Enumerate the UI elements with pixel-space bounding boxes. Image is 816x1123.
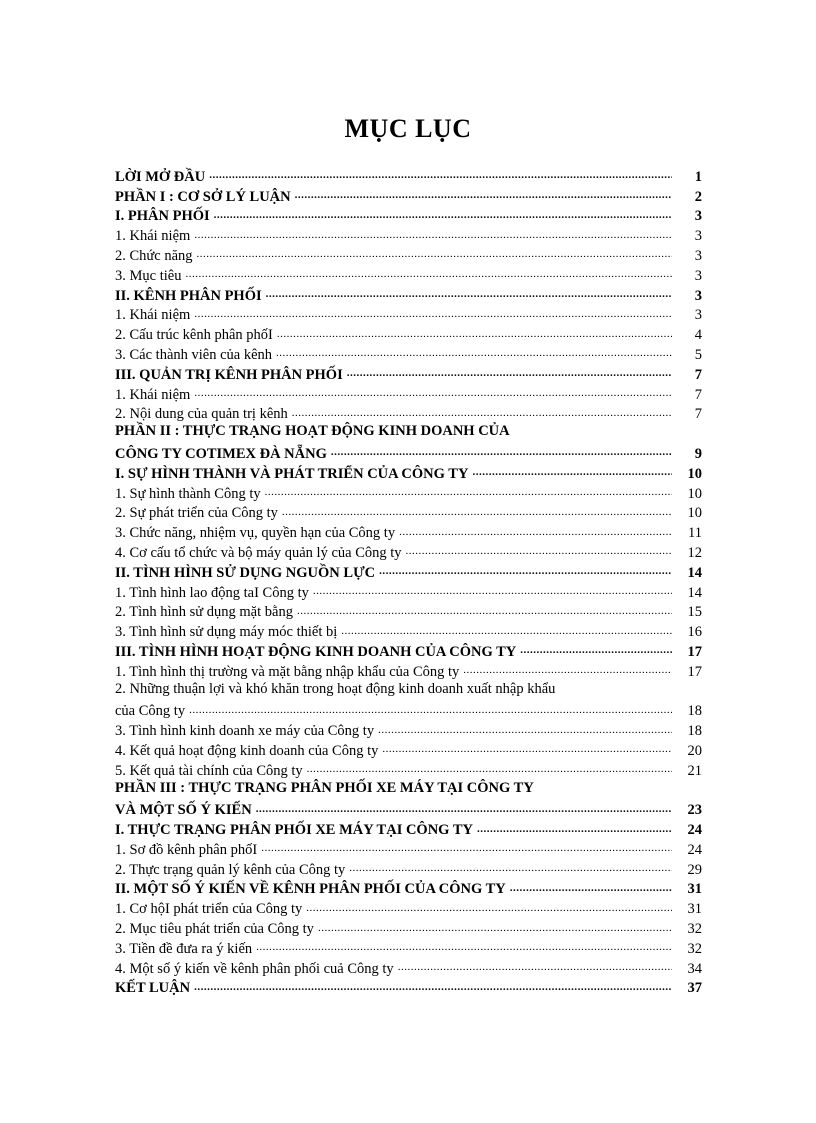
toc-entry-label: VÀ MỘT SỐ Ý KIẾN <box>115 802 252 819</box>
toc-entry[interactable] <box>115 503 702 523</box>
toc-entry-label: 2. Cấu trúc kênh phân phốI <box>115 327 273 344</box>
toc-entry[interactable] <box>115 879 702 899</box>
toc-entry[interactable] <box>115 384 702 404</box>
toc-entry-label: PHẦN III : THỰC TRẠNG PHÂN PHỐI XE MÁY TẠI CÔNG TY <box>115 779 534 796</box>
toc-entry-page: 31 <box>687 901 702 918</box>
toc-entry[interactable] <box>115 245 702 265</box>
toc-entry-label: 3. Tình hình sử dụng máy móc thiết bị <box>115 624 338 641</box>
toc-leader-dots <box>379 563 672 582</box>
toc-entry-label: 3. Tình hình kinh doanh xe máy của Công ty <box>115 723 375 740</box>
toc-entry-page: 3 <box>694 307 702 324</box>
toc-entry[interactable] <box>115 265 702 285</box>
toc-entry-label: 3. Tiền đề đưa ra ý kiến <box>115 940 253 957</box>
toc-leader-dots <box>306 900 672 919</box>
toc-entry[interactable] <box>115 800 702 820</box>
toc-entry[interactable] <box>115 285 702 305</box>
toc-entry-label: 1. Tình hình thị trường và mặt bằng nhập khẩu của Công ty <box>115 663 460 680</box>
toc-leader-dots <box>189 702 672 721</box>
toc-entry-label: PHẦN II : THỰC TRẠNG HOẠT ĐỘNG KINH DOANH CỦA <box>115 423 510 440</box>
toc-entry-label: II. MỘT SỐ Ý KIẾN VỀ KÊNH PHÂN PHỐI CỦA CÔNG TY <box>115 881 506 898</box>
toc-entry-page: 3 <box>694 228 702 245</box>
toc-entry-label: 2. Nội dung của quản trị kênh <box>115 406 288 423</box>
toc-entry-label: 4. Một số ý kiến về kênh phân phối cuả Công ty <box>115 960 394 977</box>
toc-leader-dots <box>297 603 672 622</box>
toc-entry-page: 20 <box>687 742 702 759</box>
toc-entry-label: 2. Sự phát triển của Công ty <box>115 505 278 522</box>
toc-leader-dots <box>256 939 672 958</box>
toc-entry-label: 1. Cơ hộI phát triển của Công ty <box>115 901 303 918</box>
toc-leader-dots <box>510 880 672 899</box>
toc-entry-page: 15 <box>687 604 702 621</box>
toc-entry-label: KẾT LUẬN <box>115 980 191 997</box>
toc-leader-dots <box>214 207 672 226</box>
toc-leader-dots <box>313 583 672 602</box>
toc-entry[interactable] <box>115 404 702 424</box>
toc-entry-label: I. PHÂN PHỐI <box>115 208 210 225</box>
toc-entry[interactable] <box>115 898 702 918</box>
toc-entry[interactable] <box>115 364 702 384</box>
toc-entry-page: 14 <box>687 584 702 601</box>
toc-entry-page: 34 <box>687 960 702 977</box>
toc-entry[interactable] <box>115 839 702 859</box>
toc-entry[interactable] <box>115 701 702 721</box>
toc-entry-page: 31 <box>687 881 702 898</box>
toc-entry[interactable] <box>115 443 702 463</box>
toc-leader-dots <box>477 821 672 840</box>
toc-entry-page: 14 <box>687 564 702 581</box>
toc-entry[interactable] <box>115 305 702 325</box>
toc-leader-dots <box>347 365 672 384</box>
toc-entry-label: 1. Sự hình thành Công ty <box>115 485 261 502</box>
toc-leader-dots <box>194 306 672 325</box>
toc-entry-label: 2. Mục tiêu phát triển của Công ty <box>115 921 314 938</box>
toc-leader-dots <box>331 444 672 463</box>
toc-entry-label: 1. Sơ đồ kênh phân phốI <box>115 841 258 858</box>
toc-leader-dots <box>341 623 672 642</box>
toc-entry-page: 5 <box>694 346 702 363</box>
toc-entry-page: 12 <box>687 544 702 561</box>
toc-leader-dots <box>277 326 672 345</box>
toc-entry-label: 2. Thực trạng quản lý kênh của Công ty <box>115 861 346 878</box>
toc-leader-dots <box>194 227 672 246</box>
toc-leader-dots <box>292 405 672 424</box>
toc-entry-label: của Công ty <box>115 703 186 720</box>
toc-leader-dots <box>382 741 672 760</box>
toc-entry-page: 32 <box>687 940 702 957</box>
toc-entry-page: 29 <box>687 861 702 878</box>
toc-leader-dots <box>261 840 672 859</box>
toc-entry[interactable] <box>115 938 702 958</box>
toc-entry-page: 10 <box>687 485 702 502</box>
toc-entry[interactable] <box>115 819 702 839</box>
toc-entry-page: 32 <box>687 921 702 938</box>
toc-leader-dots <box>378 722 672 741</box>
toc-entry-page: 17 <box>687 643 702 660</box>
toc-entry-page: 23 <box>687 802 702 819</box>
toc-entry-page: 3 <box>694 247 702 264</box>
toc-entry-page: 3 <box>694 287 702 304</box>
table-of-contents <box>115 166 702 997</box>
toc-entry[interactable] <box>115 641 702 661</box>
toc-entry[interactable] <box>115 681 702 701</box>
toc-entry[interactable] <box>115 720 702 740</box>
toc-leader-dots <box>399 524 672 543</box>
toc-entry-label: 4. Cơ cấu tổ chức và bộ máy quản lý của Công ty <box>115 544 402 561</box>
toc-leader-dots <box>185 266 672 285</box>
toc-entry[interactable] <box>115 186 702 206</box>
toc-entry[interactable] <box>115 522 702 542</box>
toc-leader-dots <box>406 543 672 562</box>
toc-entry-label: LỜI MỞ ĐẦU <box>115 168 206 185</box>
toc-leader-dots <box>349 860 672 879</box>
toc-entry-page: 18 <box>687 703 702 720</box>
toc-entry-page: 10 <box>687 465 702 482</box>
toc-entry-page: 9 <box>694 445 702 462</box>
toc-entry-page: 1 <box>694 168 702 185</box>
toc-entry-page: 16 <box>687 624 702 641</box>
toc-entry-page: 18 <box>687 723 702 740</box>
toc-entry-page: 24 <box>687 822 702 839</box>
toc-entry[interactable] <box>115 602 702 622</box>
toc-entry[interactable] <box>115 542 702 562</box>
toc-entry-label: 3. Chức năng, nhiệm vụ, quyền hạn của Công ty <box>115 525 396 542</box>
toc-entry[interactable] <box>115 780 702 800</box>
toc-leader-dots <box>318 920 672 939</box>
toc-entry[interactable] <box>115 661 702 681</box>
toc-entry-label: PHẦN I : CƠ SỞ LÝ LUẬN <box>115 188 291 205</box>
toc-leader-dots <box>194 979 672 998</box>
toc-entry-label: 2. Tình hình sử dụng mặt bằng <box>115 604 293 621</box>
toc-leader-dots <box>520 642 672 661</box>
toc-entry-label: 1. Khái niệm <box>115 307 191 324</box>
toc-entry[interactable] <box>115 483 702 503</box>
toc-leader-dots <box>463 662 672 681</box>
toc-entry-page: 7 <box>694 406 702 423</box>
toc-entry[interactable] <box>115 225 702 245</box>
toc-entry-label: 5. Kết quả tài chính của Công ty <box>115 762 303 779</box>
toc-entry[interactable] <box>115 621 702 641</box>
toc-entry-label: I. SỰ HÌNH THÀNH VÀ PHÁT TRIỂN CỦA CÔNG TY <box>115 465 469 482</box>
toc-entry-label: 3. Các thành viên của kênh <box>115 346 273 363</box>
toc-entry[interactable] <box>115 760 702 780</box>
toc-entry-label: II. TÌNH HÌNH SỬ DỤNG NGUỒN LỰC <box>115 564 376 581</box>
toc-leader-dots <box>276 345 672 364</box>
toc-entry-label: II. KÊNH PHÂN PHỐI <box>115 287 262 304</box>
toc-entry-page: 24 <box>687 841 702 858</box>
toc-entry-page: 3 <box>694 267 702 284</box>
toc-entry-page: 3 <box>694 208 702 225</box>
toc-entry[interactable] <box>115 324 702 344</box>
toc-entry[interactable] <box>115 166 702 186</box>
toc-entry[interactable] <box>115 562 702 582</box>
toc-entry-page: 21 <box>687 762 702 779</box>
toc-entry[interactable] <box>115 423 702 443</box>
toc-leader-dots <box>197 246 672 265</box>
toc-entry[interactable] <box>115 859 702 879</box>
toc-entry-label: 1. Khái niệm <box>115 386 191 403</box>
toc-entry[interactable] <box>115 918 702 938</box>
toc-leader-dots <box>472 464 672 483</box>
toc-leader-dots <box>266 286 672 305</box>
toc-entry-label: 2. Chức năng <box>115 247 193 264</box>
toc-entry-label: III. TÌNH HÌNH HOẠT ĐỘNG KINH DOANH CỦA CÔNG TY <box>115 643 517 660</box>
toc-entry-page: 37 <box>687 980 702 997</box>
toc-entry-page: 7 <box>694 366 702 383</box>
toc-entry-page: 11 <box>688 525 702 542</box>
toc-entry-label: 4. Kết quả hoạt động kinh doanh của Công ty <box>115 742 379 759</box>
toc-entry-label: CÔNG TY COTIMEX ĐÀ NẴNG <box>115 445 327 462</box>
toc-entry-page: 7 <box>694 386 702 403</box>
toc-entry[interactable] <box>115 978 702 998</box>
toc-leader-dots <box>282 504 672 523</box>
toc-leader-dots <box>295 187 672 206</box>
toc-entry-label: 2. Những thuận lợi và khó khăn trong hoạt động kinh doanh xuất nhập khẩu <box>115 680 556 697</box>
toc-entry-page: 10 <box>687 505 702 522</box>
toc-entry-label: 1. Tình hình lao động taI Công ty <box>115 584 309 601</box>
toc-entry-label: I. THỰC TRẠNG PHÂN PHỐI XE MÁY TẠI CÔNG TY <box>115 822 473 839</box>
toc-entry[interactable] <box>115 958 702 978</box>
toc-entry[interactable] <box>115 206 702 226</box>
toc-leader-dots <box>194 385 672 404</box>
toc-entry[interactable] <box>115 582 702 602</box>
toc-leader-dots <box>209 167 672 186</box>
toc-leader-dots <box>265 484 672 503</box>
toc-entry-page: 4 <box>694 327 702 344</box>
page-title: MỤC LỤC <box>344 114 472 143</box>
toc-leader-dots <box>307 761 672 780</box>
toc-entry-page: 17 <box>687 663 702 680</box>
toc-entry-label: 3. Mục tiêu <box>115 267 182 284</box>
toc-entry-page: 2 <box>694 188 702 205</box>
toc-entry-label: III. QUẢN TRỊ KÊNH PHÂN PHỐI <box>115 366 343 383</box>
toc-entry[interactable] <box>115 740 702 760</box>
toc-leader-dots <box>256 801 672 820</box>
toc-entry[interactable] <box>115 344 702 364</box>
toc-leader-dots <box>398 959 672 978</box>
toc-entry[interactable] <box>115 463 702 483</box>
toc-entry-label: 1. Khái niệm <box>115 228 191 245</box>
